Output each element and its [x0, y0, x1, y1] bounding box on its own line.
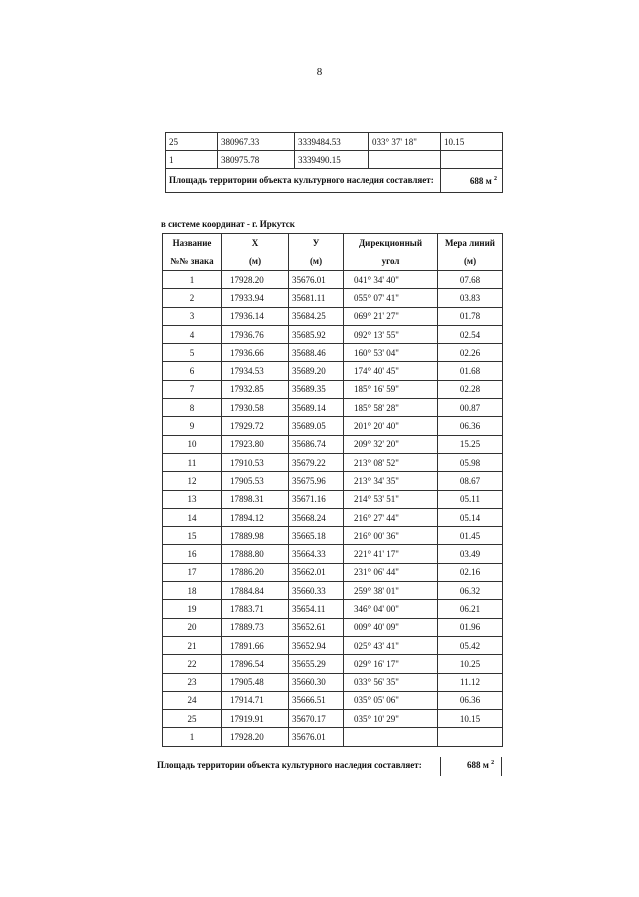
- direction-angle: 201° 20' 40": [344, 417, 438, 435]
- line-length: 06.32: [438, 582, 503, 600]
- point-number: 20: [163, 618, 222, 636]
- y-coordinate: 35675.96: [289, 472, 344, 490]
- line-length: 05.98: [438, 453, 503, 471]
- direction-angle: 346° 04' 00": [344, 600, 438, 618]
- x-coordinate: 17933.94: [222, 289, 289, 307]
- y-coordinate: 35688.46: [289, 344, 344, 362]
- line-length: 05.14: [438, 508, 503, 526]
- table-row: [163, 362, 503, 380]
- x-coordinate: 17894.12: [222, 508, 289, 526]
- line-length: [441, 151, 503, 169]
- y-coordinate: 35660.30: [289, 673, 344, 691]
- direction-angle: 069° 21' 27": [344, 307, 438, 325]
- direction-angle: 213° 08' 52": [344, 453, 438, 471]
- y-coordinate: 35676.01: [289, 271, 344, 289]
- line-length: 06.21: [438, 600, 503, 618]
- direction-angle: [369, 151, 441, 169]
- y-coordinate: 35689.35: [289, 380, 344, 398]
- line-length: 10.25: [438, 655, 503, 673]
- line-length: 08.67: [438, 472, 503, 490]
- y-coordinate: 35689.05: [289, 417, 344, 435]
- x-coordinate: 17883.71: [222, 600, 289, 618]
- line-length: 05.42: [438, 636, 503, 654]
- point-number: 11: [163, 453, 222, 471]
- x-coordinate: 17930.58: [222, 399, 289, 417]
- x-coordinate: 17936.14: [222, 307, 289, 325]
- header-distance: Мера линий: [438, 234, 503, 253]
- line-length: 06.36: [438, 691, 503, 709]
- header-name: Название: [163, 234, 222, 253]
- table-row: [163, 527, 503, 545]
- table-row: [163, 600, 503, 618]
- x-coordinate: 17889.98: [222, 527, 289, 545]
- header-x-unit: (м): [222, 252, 289, 271]
- y-coordinate: 35676.01: [289, 728, 344, 746]
- x-coordinate: 380975.78: [218, 151, 295, 169]
- table-row: [166, 151, 503, 169]
- x-coordinate: 17929.72: [222, 417, 289, 435]
- line-length: 02.26: [438, 344, 503, 362]
- header-angle-sub: угол: [344, 252, 438, 271]
- header-x: X: [222, 234, 289, 253]
- main-area-value: 688 м $^2$: [467, 760, 495, 770]
- main-area-label: Площадь территории объекта культурного наследия составляет:: [157, 760, 422, 770]
- y-coordinate: 35654.11: [289, 600, 344, 618]
- x-coordinate: 17896.54: [222, 655, 289, 673]
- x-coordinate: 17884.84: [222, 582, 289, 600]
- point-number: 1: [163, 728, 222, 746]
- y-coordinate: 35684.25: [289, 307, 344, 325]
- point-number: 18: [163, 582, 222, 600]
- point-number: 1: [163, 271, 222, 289]
- direction-angle: 214° 53' 51": [344, 490, 438, 508]
- y-coordinate: 35686.74: [289, 435, 344, 453]
- y-coordinate: 35670.17: [289, 710, 344, 728]
- y-coordinate: 35665.18: [289, 527, 344, 545]
- table-row: [163, 417, 503, 435]
- header-y: У: [289, 234, 344, 253]
- direction-angle: 216° 00' 36": [344, 527, 438, 545]
- line-length: 01.68: [438, 362, 503, 380]
- direction-angle: 216° 27' 44": [344, 508, 438, 526]
- y-coordinate: 35655.29: [289, 655, 344, 673]
- table-row: [163, 289, 503, 307]
- table-row: [163, 325, 503, 343]
- table-row: [163, 636, 503, 654]
- coordinate-system-caption: в системе координат - г. Иркутск: [161, 219, 295, 229]
- point-number: 17: [163, 563, 222, 581]
- point-number: 21: [163, 636, 222, 654]
- y-coordinate: 3339490.15: [295, 151, 369, 169]
- table-row: [163, 399, 503, 417]
- area-right-border: [501, 757, 502, 776]
- line-length: 03.83: [438, 289, 503, 307]
- direction-angle: 033° 56' 35": [344, 673, 438, 691]
- line-length: 07.68: [438, 271, 503, 289]
- x-coordinate: 17936.66: [222, 344, 289, 362]
- top-coordinates-table: [165, 132, 503, 193]
- page-number: 8: [316, 66, 323, 78]
- y-coordinate: 35689.14: [289, 399, 344, 417]
- y-coordinate: 35666.51: [289, 691, 344, 709]
- x-coordinate: 17936.76: [222, 325, 289, 343]
- x-coordinate: 17888.80: [222, 545, 289, 563]
- point-number: 25: [166, 133, 218, 151]
- line-length: 02.54: [438, 325, 503, 343]
- table-row: [163, 435, 503, 453]
- y-coordinate: 35652.94: [289, 636, 344, 654]
- main-coordinates-table: [162, 233, 503, 747]
- direction-angle: 092° 13' 55": [344, 325, 438, 343]
- line-length: 06.36: [438, 417, 503, 435]
- point-number: 9: [163, 417, 222, 435]
- x-coordinate: 17928.20: [222, 728, 289, 746]
- point-number: 8: [163, 399, 222, 417]
- table-row: [166, 133, 503, 151]
- table-row: [163, 655, 503, 673]
- line-length: 15.25: [438, 435, 503, 453]
- header-row-2: [163, 252, 503, 271]
- point-number: 10: [163, 435, 222, 453]
- y-coordinate: 35662.01: [289, 563, 344, 581]
- point-number: 24: [163, 691, 222, 709]
- y-coordinate: 35689.20: [289, 362, 344, 380]
- table-row: [163, 344, 503, 362]
- direction-angle: 209° 32' 20": [344, 435, 438, 453]
- x-coordinate: 17886.20: [222, 563, 289, 581]
- direction-angle: 035° 10' 29": [344, 710, 438, 728]
- line-length: [438, 728, 503, 746]
- table-row: [163, 380, 503, 398]
- direction-angle: 029° 16' 17": [344, 655, 438, 673]
- x-coordinate: 17910.53: [222, 453, 289, 471]
- line-length: 01.96: [438, 618, 503, 636]
- point-number: 22: [163, 655, 222, 673]
- area-divider: [440, 757, 441, 776]
- x-coordinate: 17923.80: [222, 435, 289, 453]
- point-number: 12: [163, 472, 222, 490]
- point-number: 14: [163, 508, 222, 526]
- table-row: [163, 673, 503, 691]
- y-coordinate: 35681.11: [289, 289, 344, 307]
- y-coordinate: 35660.33: [289, 582, 344, 600]
- x-coordinate: 17905.53: [222, 472, 289, 490]
- x-coordinate: 17919.91: [222, 710, 289, 728]
- point-number: 15: [163, 527, 222, 545]
- line-length: 02.16: [438, 563, 503, 581]
- x-coordinate: 380967.33: [218, 133, 295, 151]
- point-number: 1: [166, 151, 218, 169]
- direction-angle: 213° 34' 35": [344, 472, 438, 490]
- header-name-sub: №№ знака: [163, 252, 222, 271]
- direction-angle: 009° 40' 09": [344, 618, 438, 636]
- y-coordinate: 35652.61: [289, 618, 344, 636]
- line-length: 10.15: [441, 133, 503, 151]
- line-length: 11.12: [438, 673, 503, 691]
- table-row: [163, 508, 503, 526]
- y-coordinate: 35685.92: [289, 325, 344, 343]
- line-length: 03.49: [438, 545, 503, 563]
- direction-angle: 174° 40' 45": [344, 362, 438, 380]
- direction-angle: 025° 43' 41": [344, 636, 438, 654]
- point-number: 6: [163, 362, 222, 380]
- point-number: 23: [163, 673, 222, 691]
- point-number: 3: [163, 307, 222, 325]
- direction-angle: 033° 37' 18": [369, 133, 441, 151]
- table-row: [163, 472, 503, 490]
- point-number: 5: [163, 344, 222, 362]
- line-length: 10.15: [438, 710, 503, 728]
- table-row: [163, 728, 503, 746]
- table-row: [163, 307, 503, 325]
- direction-angle: 185° 58' 28": [344, 399, 438, 417]
- x-coordinate: 17932.85: [222, 380, 289, 398]
- table-row: [163, 271, 503, 289]
- x-coordinate: 17934.53: [222, 362, 289, 380]
- table-row: [163, 453, 503, 471]
- header-angle: Дирекционный: [344, 234, 438, 253]
- x-coordinate: 17889.73: [222, 618, 289, 636]
- direction-angle: 231° 06' 44": [344, 563, 438, 581]
- direction-angle: 259° 38' 01": [344, 582, 438, 600]
- point-number: 4: [163, 325, 222, 343]
- table-row: [163, 710, 503, 728]
- table-row: [163, 490, 503, 508]
- line-length: 01.45: [438, 527, 503, 545]
- line-length: 05.11: [438, 490, 503, 508]
- direction-angle: 055° 07' 41": [344, 289, 438, 307]
- x-coordinate: 17898.31: [222, 490, 289, 508]
- header-row-1: [163, 234, 503, 253]
- direction-angle: [344, 728, 438, 746]
- point-number: 13: [163, 490, 222, 508]
- y-coordinate: 35664.33: [289, 545, 344, 563]
- table-row: [163, 582, 503, 600]
- header-y-unit: (м): [289, 252, 344, 271]
- x-coordinate: 17928.20: [222, 271, 289, 289]
- table-row: [163, 691, 503, 709]
- direction-angle: 185° 16' 59": [344, 380, 438, 398]
- table-row: [163, 563, 503, 581]
- direction-angle: 221° 41' 17": [344, 545, 438, 563]
- point-number: 7: [163, 380, 222, 398]
- point-number: 16: [163, 545, 222, 563]
- header-distance-unit: (м): [438, 252, 503, 271]
- line-length: 01.78: [438, 307, 503, 325]
- y-coordinate: 3339484.53: [295, 133, 369, 151]
- x-coordinate: 17914.71: [222, 691, 289, 709]
- line-length: 02.28: [438, 380, 503, 398]
- x-coordinate: 17905.48: [222, 673, 289, 691]
- main-area-row: [157, 760, 502, 776]
- direction-angle: 160° 53' 04": [344, 344, 438, 362]
- line-length: 00.87: [438, 399, 503, 417]
- table-row: [163, 545, 503, 563]
- y-coordinate: 35671.16: [289, 490, 344, 508]
- top-area-label: Площадь территории объекта культурного наследия составляет:: [166, 169, 441, 193]
- y-coordinate: 35668.24: [289, 508, 344, 526]
- direction-angle: 035° 05' 06": [344, 691, 438, 709]
- direction-angle: 041° 34' 40": [344, 271, 438, 289]
- point-number: 19: [163, 600, 222, 618]
- top-area-value: 688 м $^2$: [441, 169, 503, 193]
- point-number: 2: [163, 289, 222, 307]
- point-number: 25: [163, 710, 222, 728]
- y-coordinate: 35679.22: [289, 453, 344, 471]
- x-coordinate: 17891.66: [222, 636, 289, 654]
- table-row: [163, 618, 503, 636]
